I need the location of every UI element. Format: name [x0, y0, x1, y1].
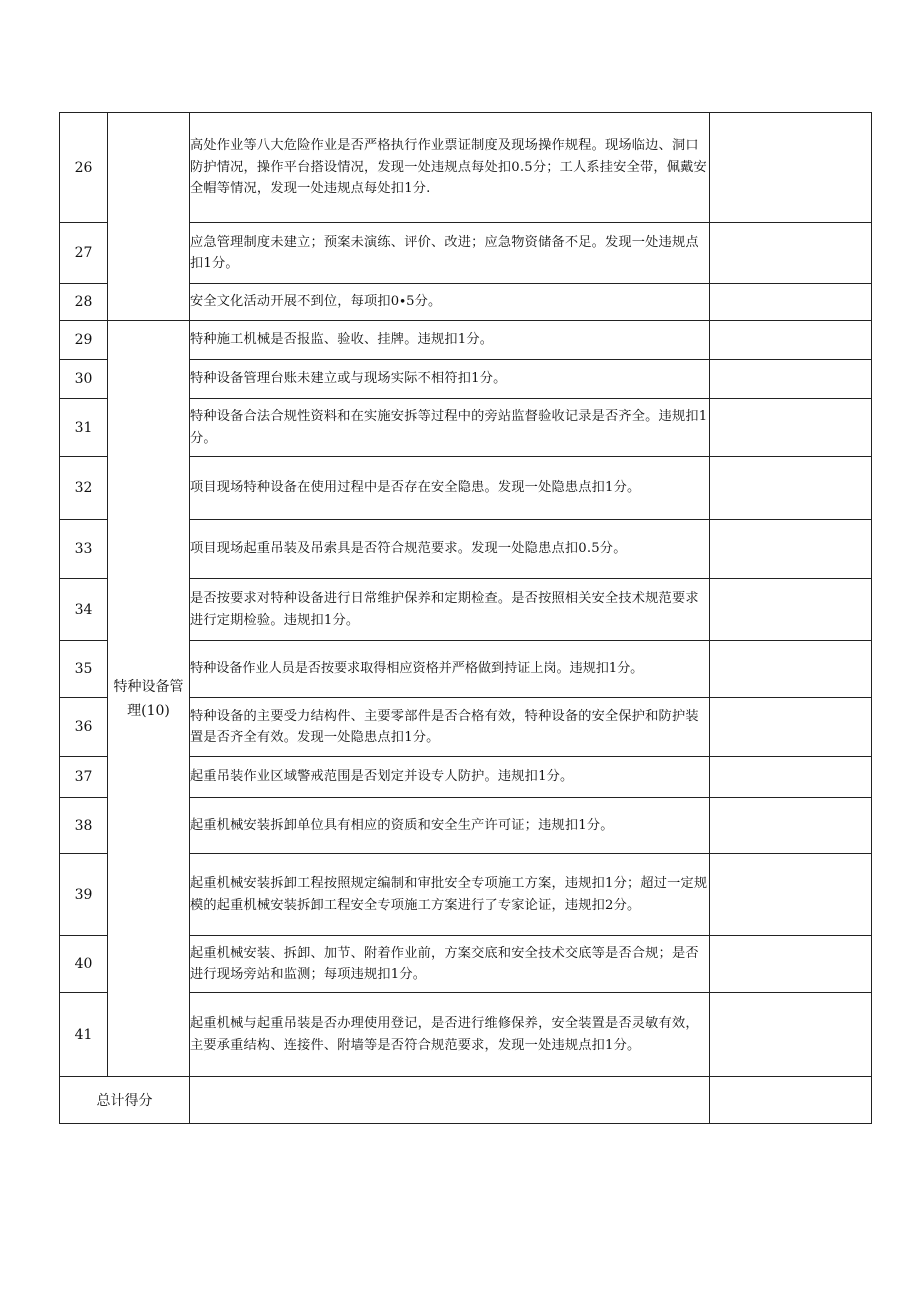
total-label: 总计得分: [60, 1077, 190, 1124]
row-number: 26: [60, 113, 108, 223]
item-criteria: 安全文化活动开展不到位，每项扣0∙5分。: [190, 284, 710, 321]
item-criteria: 起重机械与起重吊装是否办理使用登记，是否进行维修保养，安全装置是否灵敏有效，主要承重结构、连接件、附墙等是否符合规范要求，发现一处违规点扣1分。: [190, 993, 710, 1077]
total-row: [60, 1077, 872, 1124]
row-number: 28: [60, 284, 108, 321]
row-number: 41: [60, 993, 108, 1077]
scoring-table: [59, 112, 872, 1124]
item-criteria: 特种设备的主要受力结构件、主要零部件是否合格有效，特种设备的安全保护和防护装置是否齐全有效。发现一处隐患点扣1分。: [190, 698, 710, 757]
item-criteria: 起重机械安装拆卸工程按照规定编制和审批安全专项施工方案，违规扣1分；超过一定规模的起重机械安装拆卸工程安全专项施工方案进行了专家论证，违规扣2分。: [190, 854, 710, 936]
item-criteria: 项目现场起重吊装及吊索具是否符合规范要求。发现一处隐患点扣0.5分。: [190, 520, 710, 579]
score-cell[interactable]: [710, 936, 872, 993]
row-number: 29: [60, 321, 108, 360]
score-cell[interactable]: [710, 798, 872, 854]
category-cell: 特种设备管理(10): [108, 321, 190, 1077]
table-row: [60, 321, 872, 360]
score-cell[interactable]: [710, 641, 872, 698]
item-criteria: 起重机械安装、拆卸、加节、附着作业前，方案交底和安全技术交底等是否合规；是否进行现场旁站和监测；每项违规扣1分。: [190, 936, 710, 993]
item-criteria: 高处作业等八大危险作业是否严格执行作业票证制度及现场操作规程。现场临边、洞口防护情况，操作平台搭设情况，发现一处违规点每处扣0.5分；工人系挂安全带，佩戴安全帽等情况，发现一处违规点每处扣1分.: [190, 113, 710, 223]
score-cell[interactable]: [710, 993, 872, 1077]
row-number: 36: [60, 698, 108, 757]
score-cell[interactable]: [710, 579, 872, 641]
row-number: 31: [60, 399, 108, 457]
score-cell[interactable]: [710, 360, 872, 399]
score-cell[interactable]: [710, 457, 872, 520]
row-number: 33: [60, 520, 108, 579]
row-number: 39: [60, 854, 108, 936]
row-number: 30: [60, 360, 108, 399]
item-criteria: 起重吊装作业区域警戒范围是否划定并设专人防护。违规扣1分。: [190, 757, 710, 798]
score-cell[interactable]: [710, 113, 872, 223]
row-number: 37: [60, 757, 108, 798]
score-cell[interactable]: [710, 520, 872, 579]
item-criteria: 应急管理制度未建立；预案未演练、评价、改进；应急物资储备不足。发现一处违规点扣1分。: [190, 223, 710, 284]
score-cell[interactable]: [710, 284, 872, 321]
row-number: 27: [60, 223, 108, 284]
row-number: 35: [60, 641, 108, 698]
score-cell[interactable]: [710, 223, 872, 284]
item-criteria: 是否按要求对特种设备进行日常维护保养和定期检查。是否按照相关安全技术规范要求进行定期检验。违规扣1分。: [190, 579, 710, 641]
row-number: 34: [60, 579, 108, 641]
item-criteria: 特种施工机械是否报监、验收、挂牌。违规扣1分。: [190, 321, 710, 360]
row-number: 40: [60, 936, 108, 993]
total-criteria-cell: [190, 1077, 710, 1124]
row-number: 38: [60, 798, 108, 854]
score-cell[interactable]: [710, 854, 872, 936]
score-cell[interactable]: [710, 399, 872, 457]
total-score-cell[interactable]: [710, 1077, 872, 1124]
score-cell[interactable]: [710, 757, 872, 798]
item-criteria: 项目现场特种设备在使用过程中是否存在安全隐患。发现一处隐患点扣1分。: [190, 457, 710, 520]
score-cell[interactable]: [710, 698, 872, 757]
item-criteria: 特种设备合法合规性资料和在实施安拆等过程中的旁站监督验收记录是否齐全。违规扣1分。: [190, 399, 710, 457]
score-cell[interactable]: [710, 321, 872, 360]
item-criteria: 特种设备作业人员是否按要求取得相应资格并严格做到持证上岗。违规扣1分。: [190, 641, 710, 698]
item-criteria: 特种设备管理台账未建立或与现场实际不相符扣1分。: [190, 360, 710, 399]
row-number: 32: [60, 457, 108, 520]
item-criteria: 起重机械安装拆卸单位具有相应的资质和安全生产许可证；违规扣1分。: [190, 798, 710, 854]
category-cell-previous: [108, 113, 190, 321]
table-row: [60, 113, 872, 223]
